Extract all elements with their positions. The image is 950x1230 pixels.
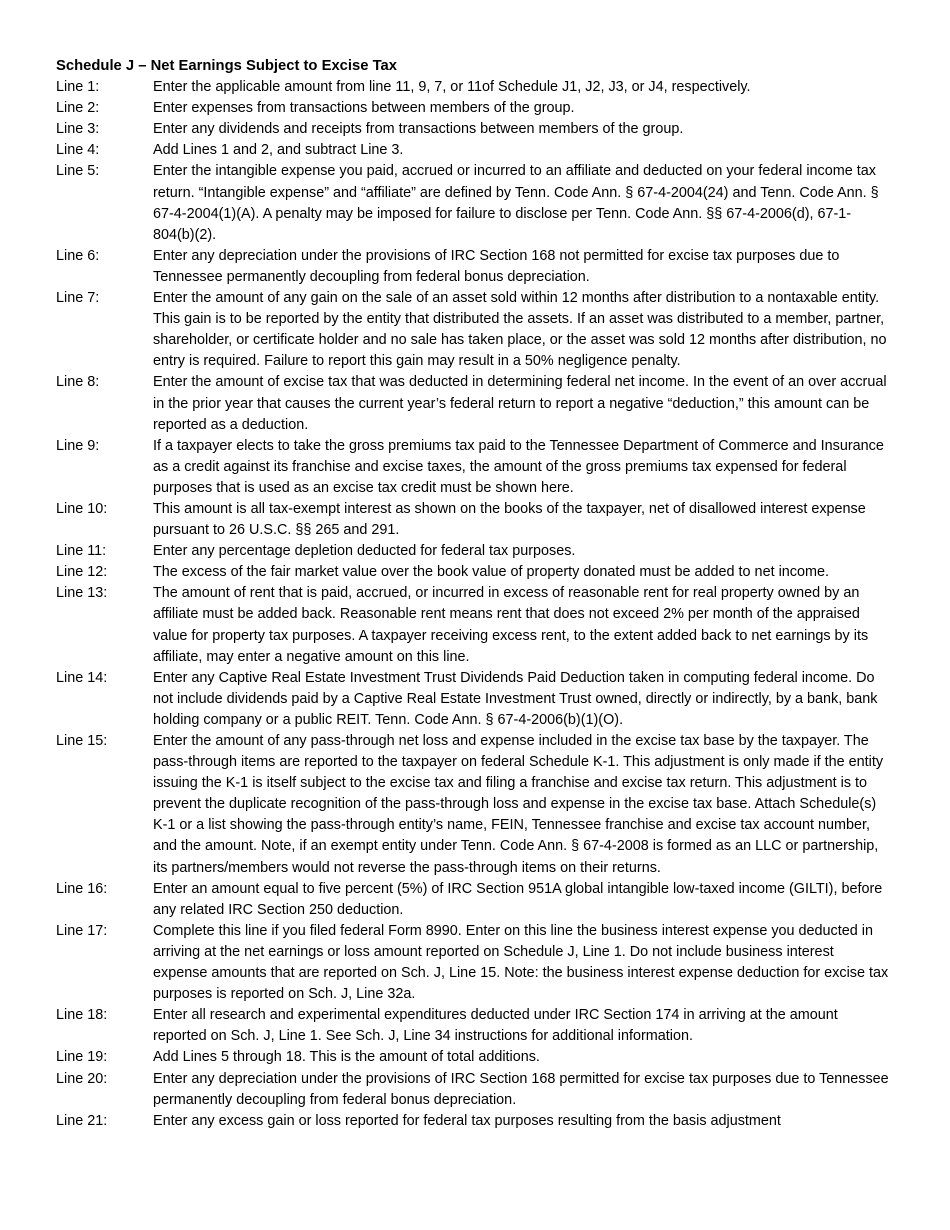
line-item: [56, 140, 892, 161]
line-item: [56, 562, 892, 583]
line-label: Line 17:: [56, 922, 108, 939]
line-label: Line 15:: [56, 733, 108, 749]
line-item: [56, 77, 892, 98]
line-item: [56, 1005, 892, 1047]
line-item: [56, 499, 892, 541]
line-text: If a taxpayer elects to take the gross premiums tax paid to the Tennessee Department of Commerce and Insurance as a credit against its franchise and excise taxes, the amount of the gross premiums tax expensed for federal purposes that is used as an excise tax credit must be shown here.: [153, 437, 884, 496]
schedule-title: Schedule J – Net Earnings Subject to Excise Tax: [56, 58, 397, 74]
line-text: Enter any excess gain or loss reported for federal tax purposes resulting from the basis adjustment: [153, 1112, 781, 1129]
line-label: Line 10:: [56, 500, 108, 517]
line-item: [56, 731, 892, 879]
line-text: Enter the intangible expense you paid, accrued or incurred to an affiliate and deducted on your federal income tax return. “Intangible expense” and “affiliate” are defined by Tenn. Code Ann. § 67-4-2004(24) and Tenn. Code Ann. § 67-4-2004(1)(A). A penalty may be imposed for failure to disclose per Tenn. Code Ann. §§ 67-4-2006(d), 67-1-804(b)(2).: [153, 163, 879, 243]
line-text: The amount of rent that is paid, accrued, or incurred in excess of reasonable rent for real property owned by an affiliate must be added back. Reasonable rent means rent that does not exceed 2% per month of the appraised value for property tax purposes. A taxpayer receiving excess rent, to the extent added back to net earnings by its affiliate, may enter a negative amount on this line.: [153, 585, 869, 665]
line-text: Complete this line if you filed federal Form 8990. Enter on this line the business interest expense you deducted in arriving at the net earnings or loss amount reported on Schedule J, Line 1. Do not include business interest expense amounts that are reported on Sch. J, Line 15. Note: the business interest expense deduction for excise tax purposes is reported on Sch. J, Line 32a.: [153, 922, 889, 1003]
line-text: Enter the amount of any gain on the sale of an asset sold within 12 months after distribution to a nontaxable entity. This gain is to be reported by the entity that distributed the assets. If an asset was distributed to a member, partner, shareholder, or certificate holder and no sale has taken place, or the asset was sold 12 months after distribution, no entry is required. Failure to report this gain may result in a 50% negligence penalty.: [153, 290, 887, 370]
line-item: [56, 583, 892, 667]
line-item: [56, 119, 892, 140]
line-item: [56, 541, 892, 562]
line-text: This amount is all tax-exempt interest as shown on the books of the taxpayer, net of disallowed interest expense pursuant to 26 U.S.C. §§ 265 and 291.: [153, 500, 866, 539]
line-item: [56, 1047, 892, 1068]
line-text: Enter all research and experimental expenditures deducted under IRC Section 174 in arriving at the amount reported on Sch. J, Line 1. See Sch. J, Line 34 instructions for additional information.: [153, 1007, 838, 1045]
line-item: [56, 921, 892, 1005]
line-label: Line 9:: [56, 437, 100, 454]
line-label: Line 3:: [56, 121, 100, 138]
line-item: [56, 668, 892, 731]
line-label: Line 14:: [56, 669, 108, 686]
line-text: Enter an amount equal to five percent (5%) of IRC Section 951A global intangible low-taxed income (GILTI), before any related IRC Section 250 deduction.: [153, 880, 883, 918]
line-label: Line 13:: [56, 585, 108, 602]
line-text: Add Lines 1 and 2, and subtract Line 3.: [153, 142, 404, 159]
line-text: Add Lines 5 through 18. This is the amount of total additions.: [153, 1049, 540, 1066]
line-item: [56, 161, 892, 245]
line-label: Line 2:: [56, 100, 100, 117]
line-text: Enter any dividends and receipts from transactions between members of the group.: [153, 121, 684, 138]
document-page: [56, 56, 892, 1132]
line-label: Line 12:: [56, 564, 108, 581]
line-label: Line 4:: [56, 142, 100, 159]
line-text: Enter the applicable amount from line 11, 9, 7, or 11of Schedule J1, J2, J3, or J4, respectively.: [153, 79, 751, 96]
line-label: Line 19:: [56, 1049, 108, 1066]
line-item: [56, 1069, 892, 1111]
line-label: Line 16:: [56, 880, 108, 897]
line-label: Line 20:: [56, 1070, 108, 1087]
line-item: [56, 372, 892, 435]
line-instructions-list: [56, 77, 892, 1132]
line-item: [56, 436, 892, 499]
line-text: Enter any depreciation under the provisions of IRC Section 168 permitted for excise tax purposes due to Tennessee permanently decoupling from federal bonus depreciation.: [153, 1070, 889, 1108]
line-item: [56, 288, 892, 372]
line-text: Enter any depreciation under the provisions of IRC Section 168 not permitted for excise tax purposes due to Tennessee permanently decoupling from federal bonus depreciation.: [153, 247, 840, 285]
line-label: Line 7:: [56, 290, 100, 307]
line-item: [56, 1111, 892, 1132]
line-label: Line 1:: [56, 79, 100, 96]
line-label: Line 5:: [56, 163, 100, 180]
line-label: Line 6:: [56, 247, 100, 264]
line-item: [56, 246, 892, 288]
line-item: [56, 98, 892, 119]
line-label: Line 8:: [56, 374, 100, 391]
line-text: Enter any Captive Real Estate Investment Trust Dividends Paid Deduction taken in computing federal income. Do not include dividends paid by a Captive Real Estate Investment Trust owned, directly or indirectly, by a bank, bank holding company or a public REIT. Tenn. Code Ann. § 67-4-2006(b)(1)(O).: [153, 669, 878, 728]
line-text: Enter expenses from transactions between members of the group.: [153, 100, 575, 117]
line-label: Line 18:: [56, 1007, 108, 1024]
line-text: Enter any percentage depletion deducted for federal tax purposes.: [153, 543, 576, 560]
line-label: Line 11:: [56, 543, 107, 560]
line-label: Line 21:: [56, 1112, 108, 1129]
line-text: Enter the amount of any pass-through net loss and expense included in the excise tax base by the taxpayer. The pass-through items are reported to the taxpayer on federal Schedule K-1. This adjustment is only made if the entity issuing the K-1 is itself subject to the excise tax and filing a franchise and excise tax return. This adjustment is to prevent the duplicate recognition of the pass-through loss and expense in the excise tax base. Attach Schedule(s) K-1 or a list showing the pass-through entity’s name, FEIN, Tennessee franchise and excise tax account number, and the amount. Note, if an exempt entity under Tenn. Code Ann. § 67-4-2008 is formed as an LLC or partnership, its partners/members would not reverse the pass-through items on their returns.: [153, 733, 884, 876]
line-text: The excess of the fair market value over the book value of property donated must be added to net income.: [153, 564, 829, 581]
line-item: [56, 879, 892, 921]
line-text: Enter the amount of excise tax that was deducted in determining federal net income. In the event of an over accrual in the prior year that causes the current year’s federal return to report a negative “deduction,” this amount can be reported as a deduction.: [153, 374, 887, 433]
